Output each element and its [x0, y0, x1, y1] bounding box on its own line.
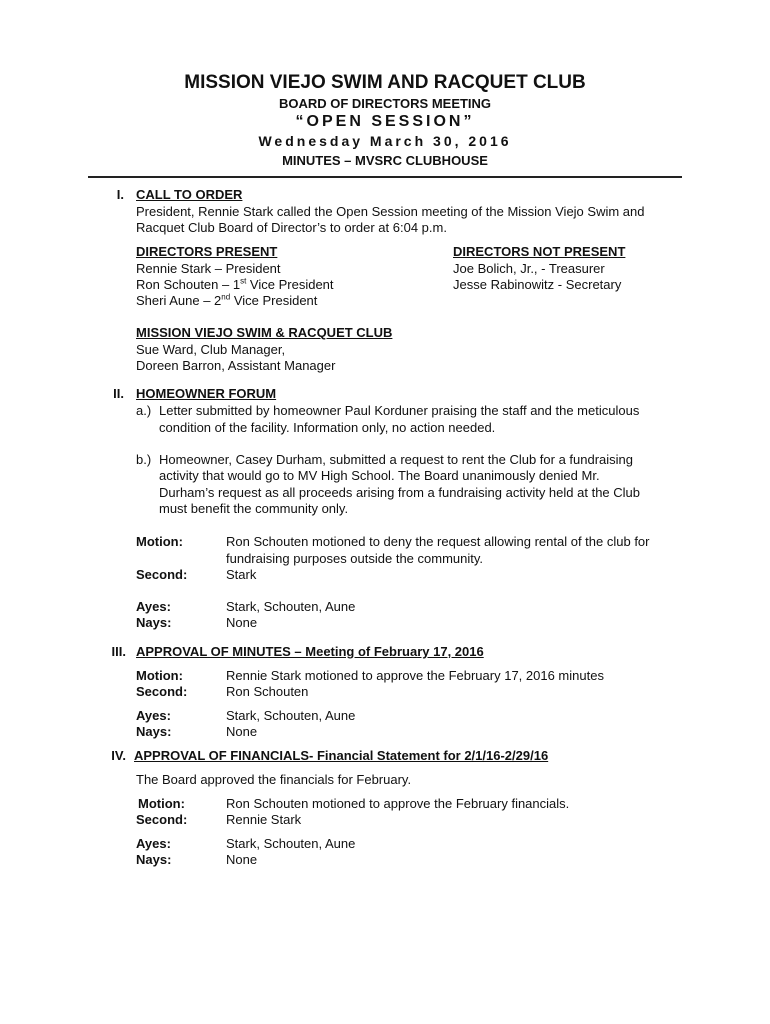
- s4-motion-value: Ron Schouten motioned to approve the February financials.: [226, 796, 570, 811]
- minutes-location: MINUTES – MVSRC CLUBHOUSE: [282, 153, 488, 168]
- s2-ayes-label: Ayes:: [136, 599, 171, 614]
- s4-ayes-value: Stark, Schouten, Aune: [226, 836, 356, 851]
- s2-nays-value: None: [226, 615, 258, 630]
- directors-present-heading: DIRECTORS PRESENT: [136, 244, 278, 259]
- s3-ayes-label: Ayes:: [136, 708, 171, 723]
- club-staff-1: Sue Ward, Club Manager,: [136, 342, 286, 357]
- s2-second-label: Second:: [136, 567, 188, 582]
- s4-nays-value: None: [226, 852, 258, 867]
- s3-nays-value: None: [226, 724, 258, 739]
- section-3-title: APPROVAL OF MINUTES – Meeting of February 17, 2016: [136, 644, 484, 659]
- header-rule: [88, 176, 682, 178]
- section-4-number: IV.: [111, 748, 126, 763]
- director-absent-1: Joe Bolich, Jr., - Treasurer: [453, 261, 605, 276]
- director-present-2: Ron Schouten – 1st Vice President: [136, 276, 334, 292]
- section-4-title: APPROVAL OF FINANCIALS- Financial Statement for 2/1/16-2/29/16: [134, 748, 549, 763]
- item-b-marker: b.): [136, 452, 152, 467]
- s3-motion-value: Rennie Stark motioned to approve the February 17, 2016 minutes: [226, 668, 604, 683]
- s2-second-value: Stark: [226, 567, 257, 582]
- meeting-title: BOARD OF DIRECTORS MEETING: [278, 96, 492, 111]
- directors-not-present-heading: DIRECTORS NOT PRESENT: [453, 244, 626, 259]
- s2-nays-label: Nays:: [136, 615, 172, 630]
- s4-nays-label: Nays:: [136, 852, 172, 867]
- item-a-line-1: Letter submitted by homeowner Paul Korduner praising the staff and the meticulous: [159, 403, 640, 418]
- section-2-title: HOMEOWNER FORUM: [136, 386, 277, 401]
- item-b-line-2: activity that would go to MV High School. The Board unanimously denied Mr.: [159, 468, 600, 483]
- s2-ayes-value: Stark, Schouten, Aune: [226, 599, 356, 614]
- s3-second-value: Ron Schouten: [226, 684, 309, 699]
- s3-second-label: Second:: [136, 684, 188, 699]
- financials-text: The Board approved the financials for February.: [136, 772, 412, 787]
- s4-second-value: Rennie Stark: [226, 812, 302, 827]
- section-2-number: II.: [113, 386, 124, 401]
- s3-nays-label: Nays:: [136, 724, 172, 739]
- s4-ayes-label: Ayes:: [136, 836, 171, 851]
- s2-motion-line-1: Ron Schouten motioned to deny the request allowing rental of the club for: [226, 534, 650, 549]
- club-title: MISSION VIEJO SWIM AND RACQUET CLUB: [184, 72, 586, 93]
- club-staff-heading: MISSION VIEJO SWIM & RACQUET CLUB: [136, 325, 393, 340]
- item-b-line-1: Homeowner, Casey Durham, submitted a request to rent the Club for a fundraising: [159, 452, 634, 467]
- call-to-order-line-1: President, Rennie Stark called the Open Session meeting of the Mission Viejo Swim and: [136, 204, 645, 219]
- section-1-number: I.: [116, 187, 124, 202]
- section-3-number: III.: [111, 644, 126, 659]
- item-b-line-3: Durham’s request as all proceeds arising from a fundraising activity held at the Club: [159, 485, 640, 500]
- s2-motion-line-2: fundraising purposes outside the community.: [226, 551, 484, 566]
- item-a-marker: a.): [136, 403, 152, 418]
- director-absent-2: Jesse Rabinowitz - Secretary: [453, 277, 622, 292]
- session-title: “OPEN SESSION”: [295, 113, 475, 130]
- item-b-line-4: must benefit the community only.: [159, 501, 349, 516]
- meeting-date: Wednesday March 30, 2016: [258, 133, 512, 149]
- s4-motion-label: Motion:: [138, 796, 185, 811]
- s2-motion-label: Motion:: [136, 534, 183, 549]
- club-staff-2: Doreen Barron, Assistant Manager: [136, 358, 336, 373]
- s3-motion-label: Motion:: [136, 668, 183, 683]
- s4-second-label: Second:: [136, 812, 188, 827]
- section-1-title: CALL TO ORDER: [136, 187, 243, 202]
- director-present-1: Rennie Stark – President: [136, 261, 281, 276]
- director-present-3: Sheri Aune – 2nd Vice President: [136, 292, 318, 308]
- s3-ayes-value: Stark, Schouten, Aune: [226, 708, 356, 723]
- item-a-line-2: condition of the facility. Information only, no action needed.: [159, 420, 496, 435]
- call-to-order-line-2: Racquet Club Board of Director’s to order at 6:04 p.m.: [136, 220, 447, 235]
